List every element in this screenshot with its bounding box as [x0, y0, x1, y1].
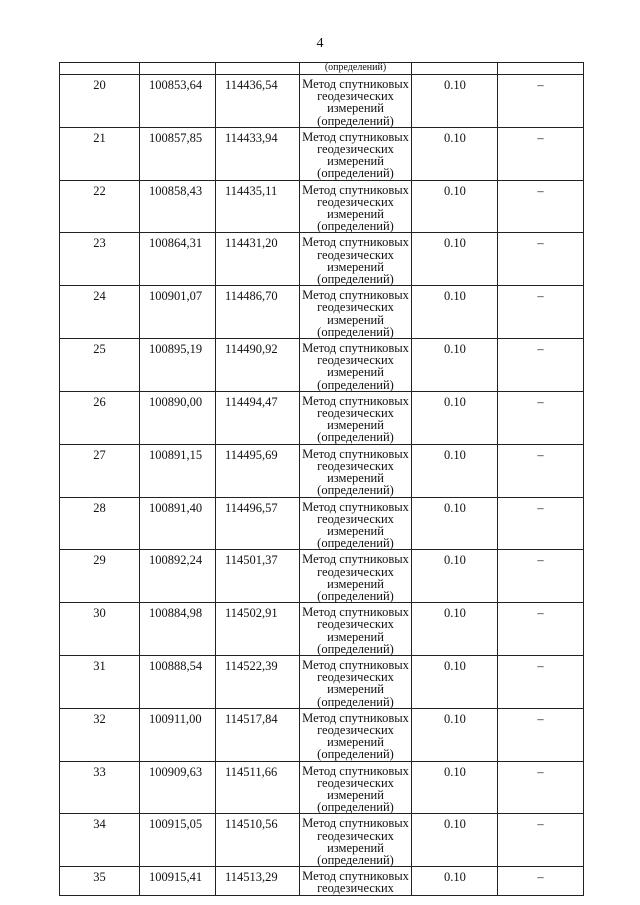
method-text — [300, 709, 411, 761]
note-text: – — [537, 553, 544, 568]
table-row — [60, 655, 584, 708]
point-number-text: 26 — [93, 394, 106, 409]
method-line: геодезических — [317, 194, 394, 209]
coord-y-cell — [216, 233, 300, 286]
coordinates-table — [59, 62, 584, 896]
coord-y-text: 114486,70 — [225, 289, 278, 304]
method-line: измерений — [327, 259, 384, 274]
method-line: геодезических — [317, 511, 394, 526]
coord-y-cell — [216, 127, 300, 180]
method-line: Метод спутниковых — [302, 235, 409, 250]
point-number-cell — [60, 497, 140, 550]
coord-y-cell — [216, 391, 300, 444]
point-number-text: 30 — [93, 606, 106, 621]
note-cell — [498, 867, 584, 895]
coord-y-cell — [216, 814, 300, 867]
coord-y-text: 114494,47 — [225, 394, 278, 409]
accuracy-cell — [412, 655, 498, 708]
method-cell — [300, 286, 412, 339]
accuracy-cell — [412, 603, 498, 656]
point-number-text: 27 — [93, 447, 106, 462]
point-number-cell — [60, 603, 140, 656]
coord-y-cell — [216, 497, 300, 550]
coord-y-cell — [216, 75, 300, 128]
accuracy-cell — [412, 339, 498, 392]
coord-x-cell — [140, 603, 216, 656]
method-tail-text: (определений) — [324, 62, 387, 73]
method-line: Метод спутниковых — [302, 816, 409, 831]
accuracy-text: 0.10 — [444, 236, 466, 251]
cell-empty — [498, 63, 584, 75]
accuracy-cell — [412, 444, 498, 497]
method-cell — [300, 444, 412, 497]
coord-x-text: 100888,54 — [149, 658, 203, 673]
coord-y-text: 114502,91 — [225, 606, 278, 621]
coord-y-cell — [216, 180, 300, 233]
method-text — [300, 814, 411, 866]
method-line: измерений — [327, 418, 384, 433]
coord-x-text: 100911,00 — [149, 711, 202, 726]
point-number-text: 22 — [93, 183, 106, 198]
method-cell — [300, 867, 412, 895]
coord-x-cell — [140, 867, 216, 895]
method-line: Метод спутниковых — [302, 552, 409, 567]
method-cell — [300, 63, 412, 75]
point-number-text: 31 — [93, 658, 106, 673]
table-row — [60, 127, 584, 180]
coord-y-cell — [216, 339, 300, 392]
method-text — [300, 128, 411, 180]
point-number-cell — [60, 867, 140, 895]
note-text: – — [537, 78, 544, 92]
method-line: геодезических — [317, 617, 394, 632]
note-cell — [498, 497, 584, 550]
accuracy-cell — [412, 867, 498, 895]
point-number-text: 28 — [93, 500, 106, 515]
table-row — [60, 814, 584, 867]
coord-x-cell — [140, 708, 216, 761]
table-row — [60, 339, 584, 392]
table-row — [60, 233, 584, 286]
method-line: Метод спутниковых — [302, 763, 409, 778]
point-number-cell — [60, 550, 140, 603]
coord-x-cell — [140, 180, 216, 233]
method-line: (определений) — [317, 166, 394, 181]
coord-x-text: 100857,85 — [149, 130, 203, 145]
method-text — [300, 181, 411, 233]
accuracy-text: 0.10 — [444, 658, 466, 673]
table-row — [60, 75, 584, 128]
method-line: измерений — [327, 629, 384, 644]
point-number-text: 35 — [93, 870, 106, 885]
method-line: (определений) — [317, 113, 394, 128]
method-line: (определений) — [317, 641, 394, 656]
method-text — [300, 656, 411, 708]
point-number-cell — [60, 814, 140, 867]
method-line: (определений) — [317, 800, 394, 815]
coord-x-text: 100890,00 — [149, 394, 203, 409]
coord-y-text: 114435,11 — [225, 183, 278, 198]
coord-x-cell — [140, 761, 216, 814]
method-cell — [300, 127, 412, 180]
method-line: измерений — [327, 523, 384, 538]
method-line: Метод спутниковых — [302, 77, 409, 91]
method-line: измерений — [327, 207, 384, 222]
coord-y-text: 114511,66 — [225, 764, 278, 779]
point-number-cell — [60, 339, 140, 392]
point-number-cell — [60, 180, 140, 233]
note-cell — [498, 127, 584, 180]
method-line: геодезических — [317, 564, 394, 579]
accuracy-text: 0.10 — [444, 289, 466, 304]
note-text: – — [537, 817, 544, 832]
method-line: (определений) — [317, 588, 394, 603]
method-cell — [300, 233, 412, 286]
accuracy-text: 0.10 — [444, 447, 466, 462]
coord-y-cell — [216, 708, 300, 761]
method-text — [300, 286, 411, 338]
method-line: геодезических — [317, 142, 394, 157]
note-text: – — [537, 500, 544, 515]
accuracy-text: 0.10 — [444, 183, 466, 198]
table-row — [60, 180, 584, 233]
accuracy-cell — [412, 814, 498, 867]
table-row — [60, 761, 584, 814]
table-row — [60, 497, 584, 550]
method-line: геодезических — [317, 828, 394, 843]
accuracy-cell — [412, 286, 498, 339]
method-line: геодезических — [317, 722, 394, 737]
coord-x-text: 100901,07 — [149, 289, 203, 304]
accuracy-text: 0.10 — [444, 394, 466, 409]
method-line: геодезических — [317, 458, 394, 473]
method-text — [300, 233, 411, 285]
method-line: измерений — [327, 682, 384, 697]
accuracy-cell — [412, 180, 498, 233]
method-line: измерений — [327, 101, 384, 116]
method-line: Метод спутниковых — [302, 393, 409, 408]
point-number-text: 34 — [93, 817, 106, 832]
method-line: (определений) — [317, 694, 394, 709]
coord-y-cell — [216, 603, 300, 656]
method-line: геодезических — [317, 881, 394, 896]
continuation-row — [60, 63, 584, 75]
accuracy-text: 0.10 — [444, 606, 466, 621]
method-line: геодезических — [317, 670, 394, 685]
method-line: измерений — [327, 312, 384, 327]
coord-x-cell — [140, 655, 216, 708]
accuracy-text: 0.10 — [444, 817, 466, 832]
accuracy-cell — [412, 497, 498, 550]
method-cell — [300, 180, 412, 233]
accuracy-text: 0.10 — [444, 130, 466, 145]
method-line: Метод спутниковых — [302, 657, 409, 672]
point-number-text: 33 — [93, 764, 106, 779]
method-cell — [300, 497, 412, 550]
note-text: – — [537, 342, 544, 357]
method-cell — [300, 550, 412, 603]
method-line: Метод спутниковых — [302, 605, 409, 620]
method-line: геодезических — [317, 353, 394, 368]
accuracy-cell — [412, 391, 498, 444]
point-number-text: 25 — [93, 342, 106, 357]
page-number: 4 — [316, 36, 324, 51]
note-text: – — [537, 130, 544, 145]
coord-x-text: 100858,43 — [149, 183, 203, 198]
method-line: геодезических — [317, 775, 394, 790]
coord-y-cell — [216, 444, 300, 497]
coord-x-cell — [140, 497, 216, 550]
coord-x-text: 100892,24 — [149, 553, 203, 568]
method-cell — [300, 339, 412, 392]
method-text — [300, 339, 411, 391]
coord-x-text: 100853,64 — [149, 78, 203, 92]
method-cell — [300, 761, 412, 814]
coord-y-text: 114496,57 — [225, 500, 278, 515]
method-text — [300, 445, 411, 497]
table-row — [60, 550, 584, 603]
point-number-text: 20 — [93, 78, 106, 92]
coord-x-text: 100884,98 — [149, 606, 203, 621]
cell-empty — [216, 63, 300, 75]
accuracy-cell — [412, 233, 498, 286]
method-line: измерений — [327, 576, 384, 591]
coord-x-text: 100895,19 — [149, 342, 203, 357]
note-cell — [498, 550, 584, 603]
method-text — [300, 498, 411, 550]
coord-y-cell — [216, 286, 300, 339]
coord-y-text: 114501,37 — [225, 553, 278, 568]
table-row — [60, 867, 584, 895]
coord-y-text: 114495,69 — [225, 447, 278, 462]
point-number-text: 23 — [93, 236, 106, 251]
method-line: Метод спутниковых — [302, 129, 409, 144]
method-cell — [300, 603, 412, 656]
accuracy-cell — [412, 708, 498, 761]
method-line: (определений) — [317, 324, 394, 339]
accuracy-text: 0.10 — [444, 500, 466, 515]
point-number-text: 32 — [93, 711, 106, 726]
method-line: (определений) — [317, 483, 394, 498]
note-cell — [498, 761, 584, 814]
accuracy-text: 0.10 — [444, 711, 466, 726]
coord-x-cell — [140, 444, 216, 497]
coord-y-cell — [216, 867, 300, 895]
method-line: Метод спутниковых — [302, 710, 409, 725]
point-number-cell — [60, 127, 140, 180]
coordinates-table-body — [60, 63, 584, 896]
coord-x-text: 100864,31 — [149, 236, 203, 251]
cell-empty — [140, 63, 216, 75]
method-line: измерений — [327, 365, 384, 380]
coord-x-text: 100891,15 — [149, 447, 203, 462]
table-row — [60, 286, 584, 339]
coord-x-cell — [140, 550, 216, 603]
coord-y-text: 114522,39 — [225, 658, 278, 673]
accuracy-text: 0.10 — [444, 764, 466, 779]
note-text: – — [537, 764, 544, 779]
coord-x-text: 100891,40 — [149, 500, 203, 515]
method-line: (определений) — [317, 272, 394, 287]
method-line: измерений — [327, 471, 384, 486]
method-line: Метод спутниковых — [302, 869, 409, 884]
coord-x-text: 100915,05 — [149, 817, 203, 832]
note-text: – — [537, 606, 544, 621]
point-number-cell — [60, 75, 140, 128]
point-number-cell — [60, 233, 140, 286]
note-text: – — [537, 658, 544, 673]
coord-x-text: 100915,41 — [149, 870, 203, 885]
table-row — [60, 603, 584, 656]
point-number-cell — [60, 655, 140, 708]
coord-y-cell — [216, 655, 300, 708]
note-cell — [498, 708, 584, 761]
note-text: – — [537, 394, 544, 409]
accuracy-text: 0.10 — [444, 342, 466, 357]
coord-y-text: 114436,54 — [225, 78, 278, 92]
note-cell — [498, 444, 584, 497]
table-row — [60, 391, 584, 444]
note-text: – — [537, 236, 544, 251]
method-line: Метод спутниковых — [302, 182, 409, 197]
method-text — [300, 75, 411, 127]
method-line: геодезических — [317, 406, 394, 421]
coord-x-cell — [140, 75, 216, 128]
coord-x-cell — [140, 391, 216, 444]
method-text — [300, 550, 411, 602]
method-line: Метод спутниковых — [302, 446, 409, 461]
method-line: (определений) — [317, 747, 394, 762]
method-line: (определений) — [317, 430, 394, 445]
accuracy-cell — [412, 75, 498, 128]
coord-x-cell — [140, 286, 216, 339]
note-cell — [498, 75, 584, 128]
coord-x-text: 100909,63 — [149, 764, 203, 779]
note-cell — [498, 233, 584, 286]
point-number-text: 29 — [93, 553, 106, 568]
method-line: геодезических — [317, 247, 394, 262]
method-line: (определений) — [317, 852, 394, 867]
note-text: – — [537, 183, 544, 198]
accuracy-cell — [412, 761, 498, 814]
method-text — [300, 603, 411, 655]
point-number-text: 21 — [93, 130, 106, 145]
coord-y-text: 114431,20 — [225, 236, 278, 251]
coord-x-cell — [140, 127, 216, 180]
coord-y-text: 114517,84 — [225, 711, 278, 726]
coord-y-text: 114513,29 — [225, 870, 278, 885]
method-line: (определений) — [317, 377, 394, 392]
note-cell — [498, 339, 584, 392]
coord-y-text: 114433,94 — [225, 130, 278, 145]
accuracy-cell — [412, 550, 498, 603]
method-line: измерений — [327, 735, 384, 750]
point-number-cell — [60, 761, 140, 814]
cell-empty — [60, 63, 140, 75]
note-cell — [498, 391, 584, 444]
method-line: Метод спутниковых — [302, 341, 409, 356]
table-row — [60, 444, 584, 497]
method-text — [300, 762, 411, 814]
coord-y-cell — [216, 761, 300, 814]
cell-empty — [412, 63, 498, 75]
method-text — [300, 392, 411, 444]
method-cell — [300, 655, 412, 708]
method-line: измерений — [327, 787, 384, 802]
note-cell — [498, 655, 584, 708]
method-cell — [300, 708, 412, 761]
method-cell — [300, 814, 412, 867]
method-line: Метод спутниковых — [302, 499, 409, 514]
method-cell — [300, 75, 412, 128]
coord-x-cell — [140, 339, 216, 392]
accuracy-text: 0.10 — [444, 870, 466, 885]
note-text: – — [537, 447, 544, 462]
point-number-cell — [60, 391, 140, 444]
coord-y-cell — [216, 550, 300, 603]
method-line: измерений — [327, 840, 384, 855]
method-text — [300, 867, 411, 894]
method-line: геодезических — [317, 300, 394, 315]
method-line: измерений — [327, 154, 384, 169]
method-cell — [300, 391, 412, 444]
method-line: геодезических — [317, 89, 394, 104]
note-text: – — [537, 870, 544, 885]
note-cell — [498, 603, 584, 656]
coord-y-text: 114490,92 — [225, 342, 278, 357]
point-number-text: 24 — [93, 289, 106, 304]
table-row — [60, 708, 584, 761]
accuracy-text: 0.10 — [444, 78, 466, 92]
note-text: – — [537, 289, 544, 304]
point-number-cell — [60, 286, 140, 339]
point-number-cell — [60, 708, 140, 761]
coord-x-cell — [140, 814, 216, 867]
accuracy-text: 0.10 — [444, 553, 466, 568]
method-line: (определений) — [317, 536, 394, 551]
note-text: – — [537, 711, 544, 726]
method-line: (определений) — [317, 219, 394, 234]
note-cell — [498, 286, 584, 339]
note-cell — [498, 180, 584, 233]
method-line: Метод спутниковых — [302, 288, 409, 303]
point-number-cell — [60, 444, 140, 497]
note-cell — [498, 814, 584, 867]
accuracy-cell — [412, 127, 498, 180]
coord-x-cell — [140, 233, 216, 286]
coord-y-text: 114510,56 — [225, 817, 278, 832]
